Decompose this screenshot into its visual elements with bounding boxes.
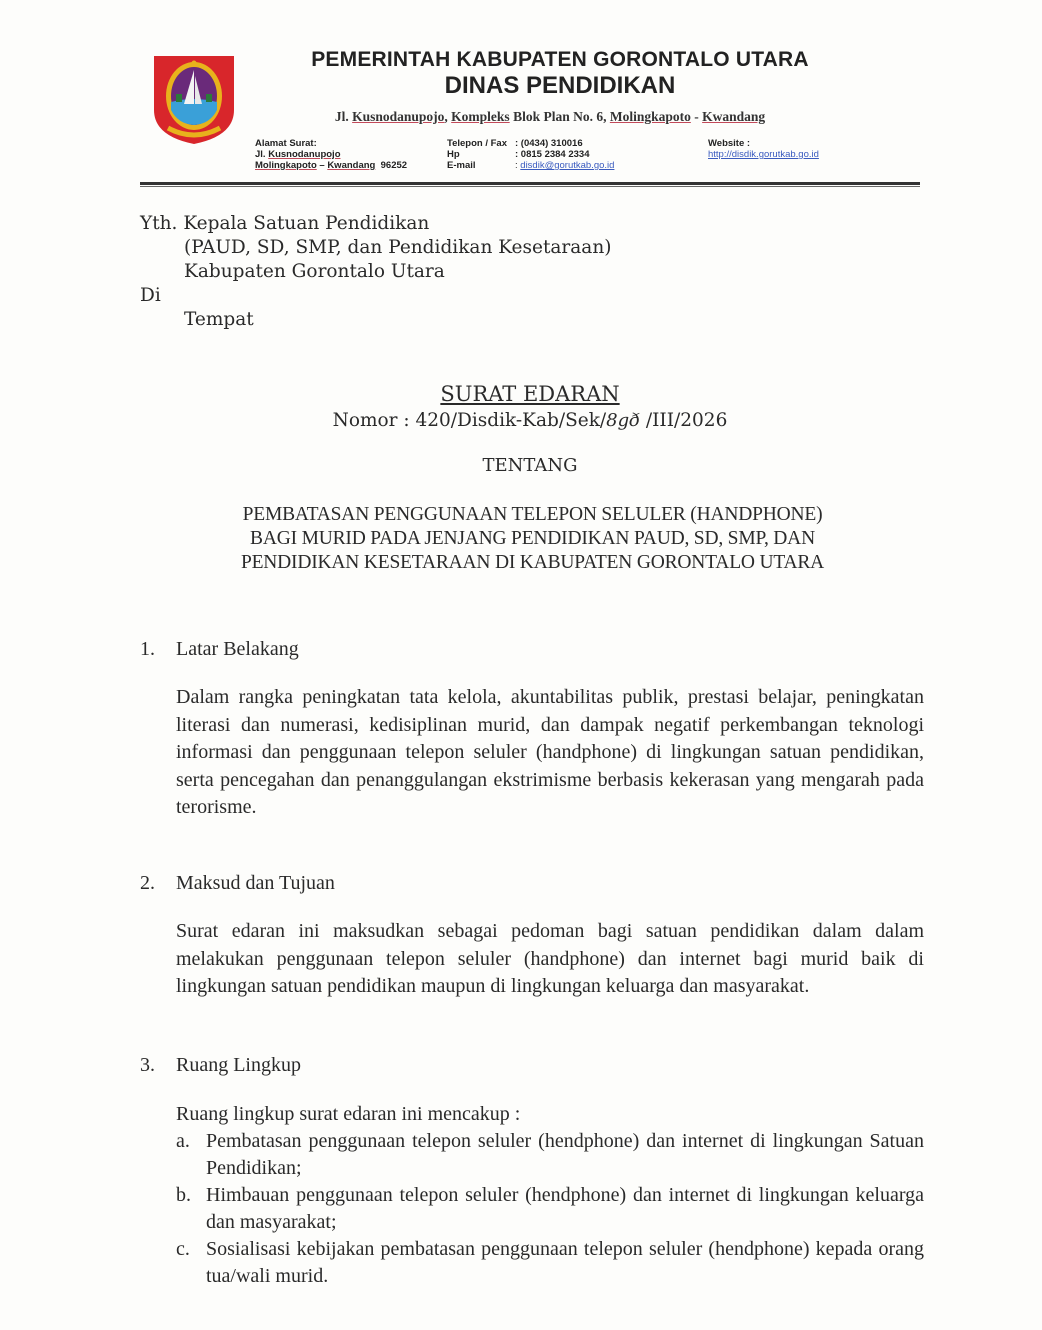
address-text: Kusnodanupojo [352, 109, 445, 124]
mailing-address-block [255, 138, 407, 171]
section-title: Maksud dan Tujuan [176, 872, 335, 894]
document-number-suffix: /III/2026 [639, 410, 728, 431]
hp-value: : 0815 2384 2334 [515, 149, 590, 160]
list-text: Pembatasan penggunaan telepon seluler (hendphone) dan internet di lingkungan Satuan Pendidikan; [206, 1130, 924, 1179]
mailing-address-label: Alamat Surat: [255, 138, 317, 149]
addressee-line: Yth. Kepala Satuan Pendidikan [140, 213, 430, 234]
document-subject [190, 503, 875, 575]
list-text: Himbauan penggunaan telepon seluler (hendphone) dan internet di lingkungan keluarga dan masyarakat; [206, 1184, 924, 1233]
phone-label: Telepon / Fax [447, 138, 508, 149]
mailing-text: Molingkapoto [255, 160, 317, 171]
address-text: Kompleks [451, 109, 510, 124]
letterhead-government-name: PEMERINTAH KABUPATEN GORONTALO UTARA [311, 48, 809, 71]
addressee-line: Kabupaten Gorontalo Utara [184, 261, 445, 282]
letterhead-divider-thin [140, 186, 920, 187]
emblem-shield-icon [150, 50, 238, 146]
website-label: Website : [708, 138, 751, 149]
website-link[interactable]: http://disdik.gorutkab.go.id [708, 149, 819, 160]
mailing-text: Kwandang [327, 160, 376, 171]
section-heading-maksud-tujuan [140, 872, 335, 895]
address-text: - [690, 109, 703, 124]
section-number: 2. [140, 872, 155, 894]
website-block [708, 138, 819, 160]
document-number-prefix: Nomor : 420/Disdik-Kab/Sek/ [332, 410, 607, 431]
list-marker: c. [176, 1238, 190, 1260]
section-heading-ruang-lingkup [140, 1054, 301, 1077]
section-heading-latar-belakang [140, 638, 299, 661]
addressee-line: (PAUD, SD, SMP, dan Pendidikan Kesetaraan) [184, 237, 612, 258]
hp-label: Hp [447, 149, 460, 160]
list-marker: b. [176, 1184, 191, 1206]
tentang-label: TENTANG [482, 455, 578, 476]
address-text: Blok Plan No. 6, [509, 109, 610, 124]
address-text: Jl. [334, 109, 353, 124]
mailing-text: Kusnodanupojo [268, 149, 341, 160]
address-text: Molingkapoto [609, 109, 691, 124]
list-marker: a. [176, 1130, 190, 1152]
letterhead-divider-thick [140, 182, 920, 185]
section-title: Ruang Lingkup [176, 1054, 301, 1076]
scope-intro: Ruang lingkup surat edaran ini mencakup : [176, 1103, 521, 1125]
document-title-text: SURAT EDARAN [440, 382, 620, 406]
handwritten-number: 8gð [606, 410, 640, 431]
document-number [250, 410, 810, 431]
subject-line: PEMBATASAN PENGGUNAAN TELEPON SELULER (HANDPHONE) [242, 504, 823, 525]
subject-line: BAGI MURID PADA JENJANG PENDIDIKAN PAUD, SD, SMP, DAN [250, 528, 815, 549]
phone-value: : (0434) 310016 [515, 138, 583, 149]
list-item [176, 1236, 924, 1290]
addressee-block [140, 212, 611, 332]
mailing-text: Jl. [255, 149, 269, 160]
list-item [176, 1128, 924, 1182]
mailing-text: – [316, 160, 328, 171]
regency-emblem-logo [150, 50, 238, 146]
section-body-maksud-tujuan: Surat edaran ini maksudkan sebagai pedoman bagi satuan pendidikan dalam dalam melakukan penggunaan telepon seluler (handphone) dan internet bagi murid baik di lingkungan satuan pendidikan maupun di lingkungan keluarga dan masyarakat. [176, 920, 924, 997]
email-separator: : [515, 160, 521, 171]
letterhead-address [250, 109, 850, 125]
address-text: , [444, 109, 452, 124]
section-body-ruang-lingkup [176, 1101, 924, 1290]
email-label: E-mail [447, 160, 476, 171]
address-text: Kwandang [702, 109, 766, 124]
section-body-latar-belakang: Dalam rangka peningkatan tata kelola, akuntabilitas publik, prestasi belajar, peningkatan literasi dan numerasi, kedisiplinan murid, dan dampak negatif perkembangan teknologi informasi dan penggunaan telepon seluler (handphone) di lingkungan satuan pendidikan, serta pencegahan dan penanggulangan ekstrimisme berbasis kekerasan yang mengarah pada terorisme. [176, 686, 924, 818]
email-link[interactable]: disdik@gorutkab.go.id [520, 160, 615, 171]
letterhead-department-name: DINAS PENDIDIKAN [444, 72, 676, 99]
document-title [290, 382, 770, 406]
addressee-di: Di [140, 285, 161, 306]
list-text: Sosialisasi kebijakan pembatasan penggunaan telepon seluler (hendphone) kepada orang tua/wali murid. [206, 1238, 924, 1287]
section-number: 1. [140, 638, 155, 660]
addressee-tempat: Tempat [184, 309, 254, 330]
subject-line: PENDIDIKAN KESETARAAN DI KABUPATEN GORONTALO UTARA [240, 552, 825, 573]
section-title: Latar Belakang [176, 638, 299, 660]
section-number: 3. [140, 1054, 155, 1076]
list-item [176, 1182, 924, 1236]
postal-code: 96252 [375, 160, 408, 171]
phone-block [447, 138, 614, 171]
